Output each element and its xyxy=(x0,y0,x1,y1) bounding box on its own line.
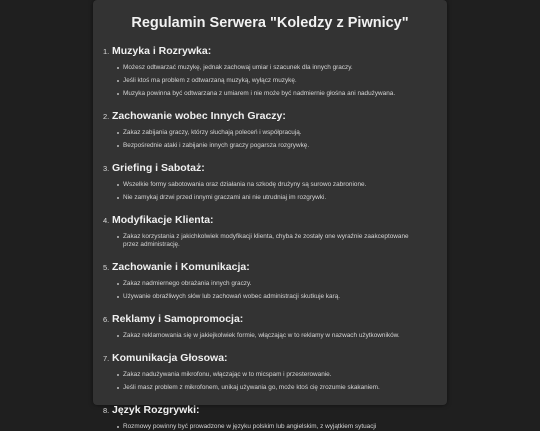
rule-item: Muzyka powinna być odtwarzana z umiarem i nie może być nadmiernie głośna ani nadużywana. xyxy=(123,90,437,98)
section-title: Komunikacja Głosowa: xyxy=(112,352,228,364)
rule-item: Używanie obraźliwych słów lub zachowań wobec administracji skutkuje karą. xyxy=(123,293,437,301)
rule-list xyxy=(103,129,437,150)
section-title: Griefing i Sabotaż: xyxy=(112,162,205,174)
rule-item: Rozmowy powinny być prowadzone w języku polskim lub angielskim, z wyjątkiem sytuacji xyxy=(123,423,437,431)
section-title: Zachowanie wobec Innych Graczy: xyxy=(112,110,286,122)
section-title: Reklamy i Samopromocja: xyxy=(112,313,244,325)
section-number: 1. xyxy=(103,47,110,56)
section-heading xyxy=(103,109,437,124)
section-number: 4. xyxy=(103,216,110,225)
section-title: Modyfikacje Klienta: xyxy=(112,214,214,226)
rule-list xyxy=(103,371,437,392)
rule-list xyxy=(103,181,437,202)
rules-section xyxy=(103,161,437,202)
rule-item: Zakaz nadużywania mikrofonu, włączając w to micspam i przesterowanie. xyxy=(123,371,437,379)
section-title: Muzyka i Rozrywka: xyxy=(112,45,212,57)
rule-item: Zakaz korzystania z jakichkolwiek modyfikacji klienta, chyba że zostały one wyraźnie zaakceptowane przez administrację. xyxy=(123,233,437,249)
rule-item: Zakaz reklamowania się w jakiejkolwiek formie, włączając w to reklamy w nazwach użytkowników. xyxy=(123,332,437,340)
rule-list xyxy=(103,423,437,431)
rule-item: Bezpośrednie ataki i zabijanie innych graczy pogarsza rozgrywkę. xyxy=(123,142,437,150)
section-number: 8. xyxy=(103,406,110,415)
section-heading xyxy=(103,213,437,228)
rules-section xyxy=(103,403,437,431)
rules-section xyxy=(103,312,437,340)
rules-section xyxy=(103,44,437,98)
section-heading xyxy=(103,351,437,366)
section-list xyxy=(103,44,437,431)
rules-document xyxy=(93,0,447,430)
page-title: Regulamin Serwera "Koledzy z Piwnicy" xyxy=(131,15,409,31)
section-number: 7. xyxy=(103,354,110,363)
rule-list xyxy=(103,332,437,340)
rules-section xyxy=(103,109,437,150)
rule-item: Jeśli ktoś ma problem z odtwarzaną muzyką, wyłącz muzykę. xyxy=(123,77,437,85)
section-heading xyxy=(103,44,437,59)
rule-item: Nie zamykaj drzwi przed innymi graczami ani nie utrudniaj im rozgrywki. xyxy=(123,194,437,202)
section-number: 6. xyxy=(103,315,110,324)
rule-list xyxy=(103,64,437,98)
section-title: Zachowanie i Komunikacja: xyxy=(112,261,250,273)
section-number: 3. xyxy=(103,164,110,173)
section-heading xyxy=(103,312,437,327)
rules-section xyxy=(103,213,437,249)
rules-section xyxy=(103,351,437,392)
section-heading xyxy=(103,403,437,418)
rule-item: Jeśli masz problem z mikrofonem, unikaj używania go, może ktoś cię zrozumie skakaniem. xyxy=(123,384,437,392)
rule-item: Możesz odtwarzać muzykę, jednak zachowaj umiar i szacunek dla innych graczy. xyxy=(123,64,437,72)
rules-section xyxy=(103,260,437,301)
section-heading xyxy=(103,161,437,176)
section-number: 5. xyxy=(103,263,110,272)
rule-list xyxy=(103,280,437,301)
section-title: Język Rozgrywki: xyxy=(112,404,200,416)
rule-item: Zakaz nadmiernego obrażania innych graczy. xyxy=(123,280,437,288)
rule-item: Wszelkie formy sabotowania oraz działania na szkodę drużyny są surowo zabronione. xyxy=(123,181,437,189)
rule-item: Zakaz zabijania graczy, którzy słuchają poleceń i współpracują. xyxy=(123,129,437,137)
rule-list xyxy=(103,233,437,249)
section-heading xyxy=(103,260,437,275)
section-number: 2. xyxy=(103,112,110,121)
